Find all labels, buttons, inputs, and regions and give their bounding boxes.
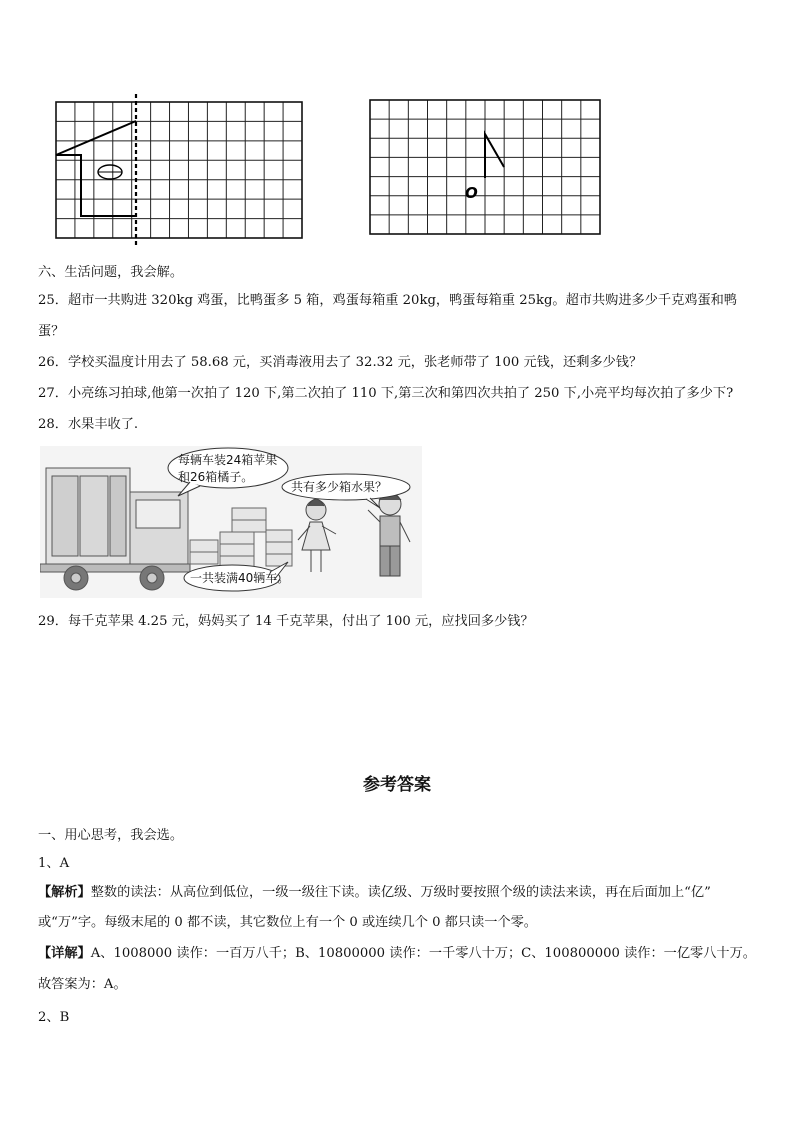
question-28: 28．水果丰收了. xyxy=(38,417,139,432)
section6-heading: 六、生活问题，我会解。 xyxy=(38,265,184,280)
analysis-text1: 整数的读法：从高位到低位，一级一级往下读。读亿级、万级时要按照个级的读法来读，再在后面加上“亿” xyxy=(90,885,711,900)
analysis-tag: 【解析】 xyxy=(38,885,91,900)
analysis-line1 xyxy=(38,885,711,901)
answer-2: 2、B xyxy=(38,1010,70,1025)
boy-bubble-text: 共有多少箱水果？ xyxy=(291,480,388,494)
truck-bubble-line2: 和26箱橘子。 xyxy=(178,470,254,484)
detail-tag: 【详解】 xyxy=(38,946,91,961)
girl-bubble-text: 一共装满40辆车。 xyxy=(190,571,290,585)
origin-label: O xyxy=(465,184,478,202)
half-shape xyxy=(56,121,136,216)
detail-text1: A、1008000 读作：一百万八千；B、10800000 读作：一千零八十万；C、100800000 读作：一亿零八十万。 xyxy=(90,946,756,961)
answer-1: 1、A xyxy=(38,856,70,871)
question-25-line1: 25．超市一共购进 320kg 鸡蛋，比鸭蛋多 5 箱，鸡蛋每箱重 20kg，鸭蛋每箱重 25kg。超市共购进多少千克鸡蛋和鸭 xyxy=(38,293,738,308)
section1-heading: 一、用心思考，我会选。 xyxy=(38,828,184,843)
truck-bubble-line1: 每辆车装24箱苹果 xyxy=(178,453,278,467)
fruit-harvest-illustration xyxy=(40,446,422,598)
question-29: 29．每千克苹果 4.25 元，妈妈买了 14 千克苹果，付出了 100 元，应找回多少钱？ xyxy=(38,614,534,629)
analysis-line2: 或“万”字。每级末尾的 0 都不读，其它数位上有一个 0 或连续几个 0 都只读一个零。 xyxy=(38,915,537,930)
grid-figure-right xyxy=(366,98,604,240)
question-26: 26．学校买温度计用去了 58.68 元，买消毒液用去了 32.32 元，张老师带了 100 元钱，还剩多少钱？ xyxy=(38,355,643,370)
question-27: 27．小亮练习拍球,他第一次拍了 120 下,第二次拍了 110 下,第三次和第四次共拍了 250 下,小亮平均每次拍了多少下? xyxy=(38,386,734,401)
detail-line2: 故答案为：A。 xyxy=(38,977,127,992)
grid-figure-left xyxy=(52,94,312,246)
rotation-segment xyxy=(485,134,504,178)
detail-line1 xyxy=(38,946,756,962)
answers-title: 参考答案 xyxy=(363,775,431,795)
question-25-line2: 蛋？ xyxy=(38,324,65,339)
